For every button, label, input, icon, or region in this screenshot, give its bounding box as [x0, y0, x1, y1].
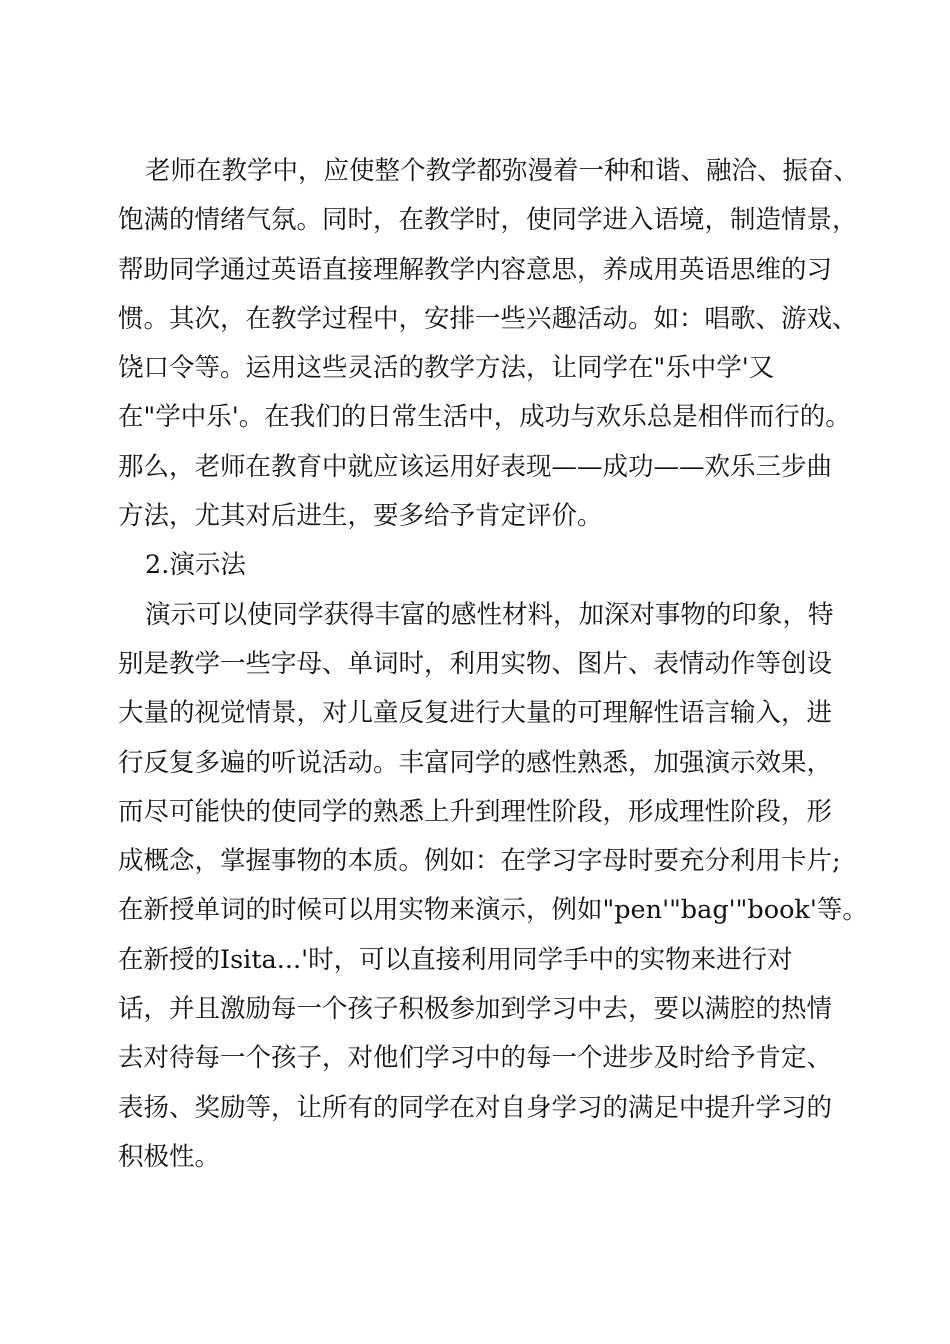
paragraph-1-line-4: 惯。其次，在教学过程中，安排一些兴趣活动。如：唱歌、游戏、 — [118, 303, 858, 334]
paragraph-2-line-11: 表扬、奖励等，让所有的同学在对自身学习的满足中提升学习的 — [118, 1092, 833, 1123]
paragraph-2-line-12: 积极性。 — [118, 1141, 221, 1172]
paragraph-2-line-6: 成概念，掌握事物的本质。例如：在学习字母时要充分利用卡片; — [118, 846, 841, 877]
paragraph-2-line-3: 大量的视觉情景，对儿童反复进行大量的可理解性语言输入，进 — [118, 698, 833, 729]
paragraph-2-line-2: 别是教学一些字母、单词时，利用实物、图片、表情动作等创设 — [118, 648, 833, 679]
paragraph-1-line-7: 那么，老师在教育中就应该运用好表现——成功——欢乐三步曲 — [118, 451, 833, 482]
paragraph-1-line-3: 帮助同学通过英语直接理解教学内容意思，养成用英语思维的习 — [118, 254, 833, 285]
document-body — [118, 147, 868, 1182]
paragraph-2-line-8: 在新授的Isita...'时，可以直接利用同学手中的实物来进行对 — [118, 944, 793, 975]
section-heading: 2.演示法 — [145, 550, 246, 581]
paragraph-2-line-7: 在新授单词的时候可以用实物来演示，例如"pen'"bag'"book'等。 — [118, 895, 868, 926]
paragraph-2-line-9: 话，并且激励每一个孩子积极参加到学习中去，要以满腔的热情 — [118, 994, 833, 1025]
paragraph-1-line-2: 饱满的情绪气氛。同时，在教学时，使同学进入语境，制造情景， — [118, 205, 858, 236]
paragraph-2-line-5: 而尽可能快的使同学的熟悉上升到理性阶段，形成理性阶段，形 — [118, 796, 833, 827]
paragraph-1-line-8: 方法，尤其对后进生，要多给予肯定评价。 — [118, 501, 603, 532]
paragraph-2-line-1: 演示可以使同学获得丰富的感性材料，加深对事物的印象，特 — [145, 599, 834, 630]
paragraph-2-line-4: 行反复多遍的听说活动。丰富同学的感性熟悉，加强演示效果， — [118, 747, 833, 778]
paragraph-2-line-10: 去对待每一个孩子，对他们学习中的每一个进步及时给予肯定、 — [118, 1043, 833, 1074]
paragraph-1-line-5: 饶口令等。运用这些灵活的教学方法，让同学在"乐中学'又 — [118, 353, 775, 384]
paragraph-1-line-1: 老师在教学中，应使整个教学都弥漫着一种和谐、融洽、振奋、 — [145, 156, 860, 186]
paragraph-1-line-6: 在"学中乐'。在我们的日常生活中，成功与欢乐总是相伴而行的。 — [118, 402, 851, 433]
